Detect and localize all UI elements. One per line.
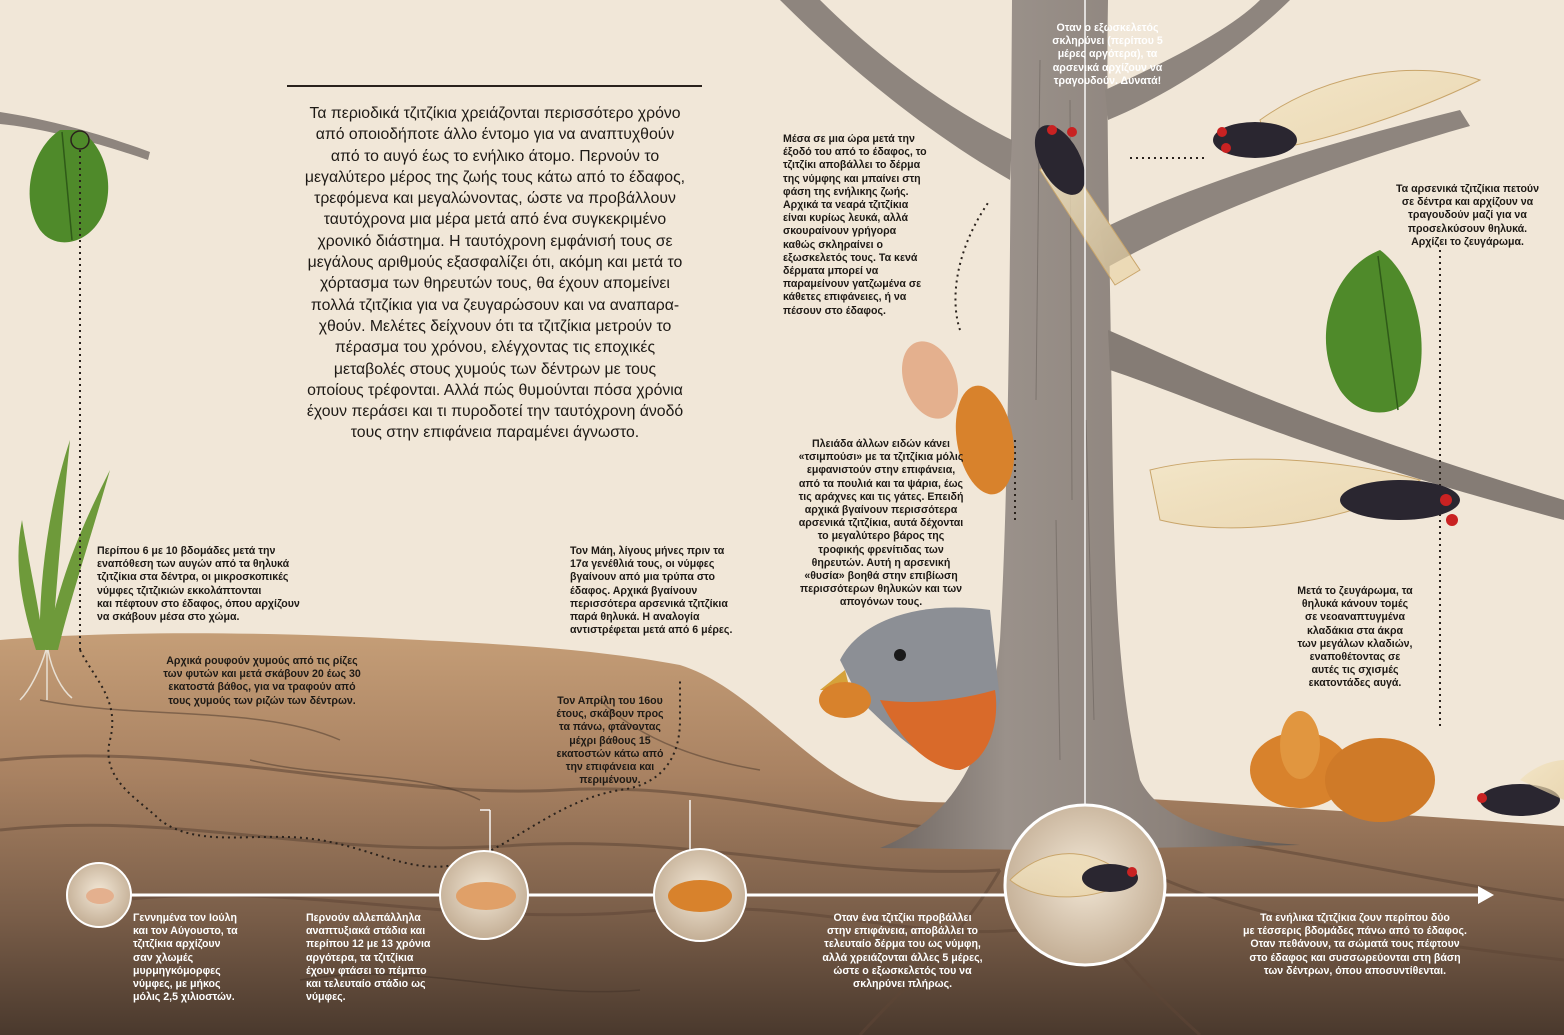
timeline-born: Γεννημένα τον Ιούλη και τον Αύγουστο, τα τζιτζίκια αρχίζουν σαν χλωμές μυρμηγκόμορφες νύμφες, με μήκος μόλις 2,5 χιλιοστών. [133,912,238,1004]
annotation-harden: Οταν ο εξωσκελετός σκληρύνει (περίπου 5 μέρες αργότερα), τα αρσενικά αρχίζουν να τραγουδούν. Δυνατά! [1052,22,1163,87]
intro-rule [287,85,702,87]
annotation-may-emergence: Τον Μάη, λίγους μήνες πριν τα 17α γενέθλιά τους, οι νύμφες βγαίνουν από μια τρύπα στο έδαφος. Αρχικά βγαίνουν περισσότερα αρσενικά τζιτζίκια παρά θηλυκά. Η αναλογία αντιστρέφεται μετά από 6 μέρες. [570,545,733,637]
oak-leaf-icon [1326,250,1422,413]
stage-circle-fifth [654,849,746,941]
nymph-icon [1250,711,1435,822]
oak-leaf-icon [30,130,109,242]
annotation-molt-hour: Μέσα σε μια ώρα μετά την έξοδό του από το έδαφος, το τζιτζίκι αποβάλλει το δέρμα της νύμφης και μπαίνει στη φάση της ενήλικης ζωής. Αρχικά τα νεαρά τζιτζίκια είναι κυρίως λευκά, αλλά σκουραίνουν γρήγορα καθώς σκληραίνει ο εξωσκελετός τους. Τα κενά δέρματα μπορεί να παραμείνουν γατζωμένα σε κάθετες επιφάνειες, ή να πέσουν στο έδαφος. [783,133,927,317]
annotation-predators: Πλειάδα άλλων ειδών κάνει «τσιμπούσι» με τα τζιτζίκια μόλις εμφανιστούν στην επιφάνεια, από τα πουλιά και τα ψάρια, έως τις αράχνες και τις γάτες. Επειδή αρχικά βγαίνουν περισσότερα αρσενικά τζιτζίκια, αυτά δέχονται το μεγαλύτερο βάρος της τροφικής φρενίτιδας των θηρευτών. Αυτή η αρσενική «θυσία» βοηθά στην επιβίωση περισσότερων θηλυκών και των απογόνων τους. [798,438,964,609]
stage-circle-born [67,863,131,927]
robin-icon [819,607,1000,770]
annotation-mating-call: Τα αρσενικά τζιτζίκια πετούν σε δέντρα και αρχίζουν να τραγουδούν μαζί για να προσελκύσουν θηλυκά. Αρχίζει το ζευγάρωμα. [1396,183,1539,248]
annotation-april-dig: Τον Απρίλη του 16ου έτους, σκάβουν προς τα πάνω, φτάνοντας μέχρι βάθους 15 εκατοστών κάτω από την επιφάνεια και περιμένουν. [556,695,664,787]
annotation-hatching: Περίπου 6 με 10 βδομάδες μετά την εναπόθεση των αυγών από τα θηλυκά τζιτζίκια στα δέντρα, οι μικροσκοπικές νύμφες τζιτζικιών εκκολάπτονται και πέφτουν στο έδαφος, όπου αρχίζουν να σκάβουν μέσα στο χώμα. [97,545,300,624]
stage-circle-adult [1005,805,1165,965]
annotation-feeding: Αρχικά ρουφούν χυμούς από τις ρίζες των φυτών και μετά σκάβουν 20 έως 30 εκατοστά βάθος, για να τραφούν από τους χυμούς των ριζών των δέντρων. [163,655,361,707]
intro-paragraph: Τα περιοδικά τζιτζίκια χρειάζονται περισσότερο χρόνο από οποιοδήποτε άλλο έντομο για να αναπτυχθούν από το αυγό έως το ενήλικο άτομο. Περνούν το μεγαλύτερο μέρος της ζωής τους κάτω από το έδαφος, τρεφόμενα και μεγαλώνοντας, ώστε να προβάλλουν ταυτόχρονα μια μέρα μετά από ένα συγκεκριμένο χρονικό διάστημα. Η ταυτόχρονη εμφάνισή τους σε μεγάλους αριθμούς εξασφαλίζει ότι, ακόμη και μετά το χόρτασμα των θηρευτών τους, θα έχουν απομείνει πολλά τζιτζίκια για να ζευγαρώσουν και να αναπαρα- χθούν. Μελέτες δείχνουν ότι τα τζιτζίκια μετρούν το πέρασμα του χρόνου, ελέγχοντας τις εποχικές μεταβολές στους χυμούς των δέντρων με τους οποίους τρέφονται. Αλλά πώς θυμούνται πόσα χρόνια έχουν περάσει και τι πυροδοτεί την ταυτόχρονη άνοδό τους στην επιφάνεια παραμένει άγνωστο. [304,105,686,442]
timeline-adult-life: Τα ενήλικα τζιτζίκια ζουν περίπου δύο με τέσσερις βδομάδες πάνω από το έδαφος. Οταν πεθάνουν, τα σώματά τους πέφτουν στο έδαφος και συσσωρεύονται στη βάση των δέντρων, όπου αποσυντίθενται. [1243,912,1467,977]
annotation-egg-laying: Μετά το ζευγάρωμα, τα θηλυκά κάνουν τομές σε νεοαναπτυγμένα κλαδάκια στα άκρα των μεγάλων κλαδιών, εναποθέτοντας σε αυτές τις σχισμές εκατοντάδες αυγά. [1297,585,1413,690]
cicada-icon [1477,760,1564,816]
timeline-stages: Περνούν αλλεπάλληλα αναπτυξιακά στάδια και περίπου 12 με 13 χρόνια αργότερα, τα τζιτζίκια έχουν φτάσει το πέμπτο και τελευταίο στάδιο ως νύμφες. [306,912,431,1004]
timeline-final-molt: Οταν ένα τζιτζίκι προβάλλει στην επιφάνεια, αποβάλλει το τελευταίο δέρμα του ως νύμφη, αλλά χρειάζονται άλλες 5 μέρες, ώστε ο εξωσκελετός του να σκληρύνει πλήρως. [822,912,983,991]
